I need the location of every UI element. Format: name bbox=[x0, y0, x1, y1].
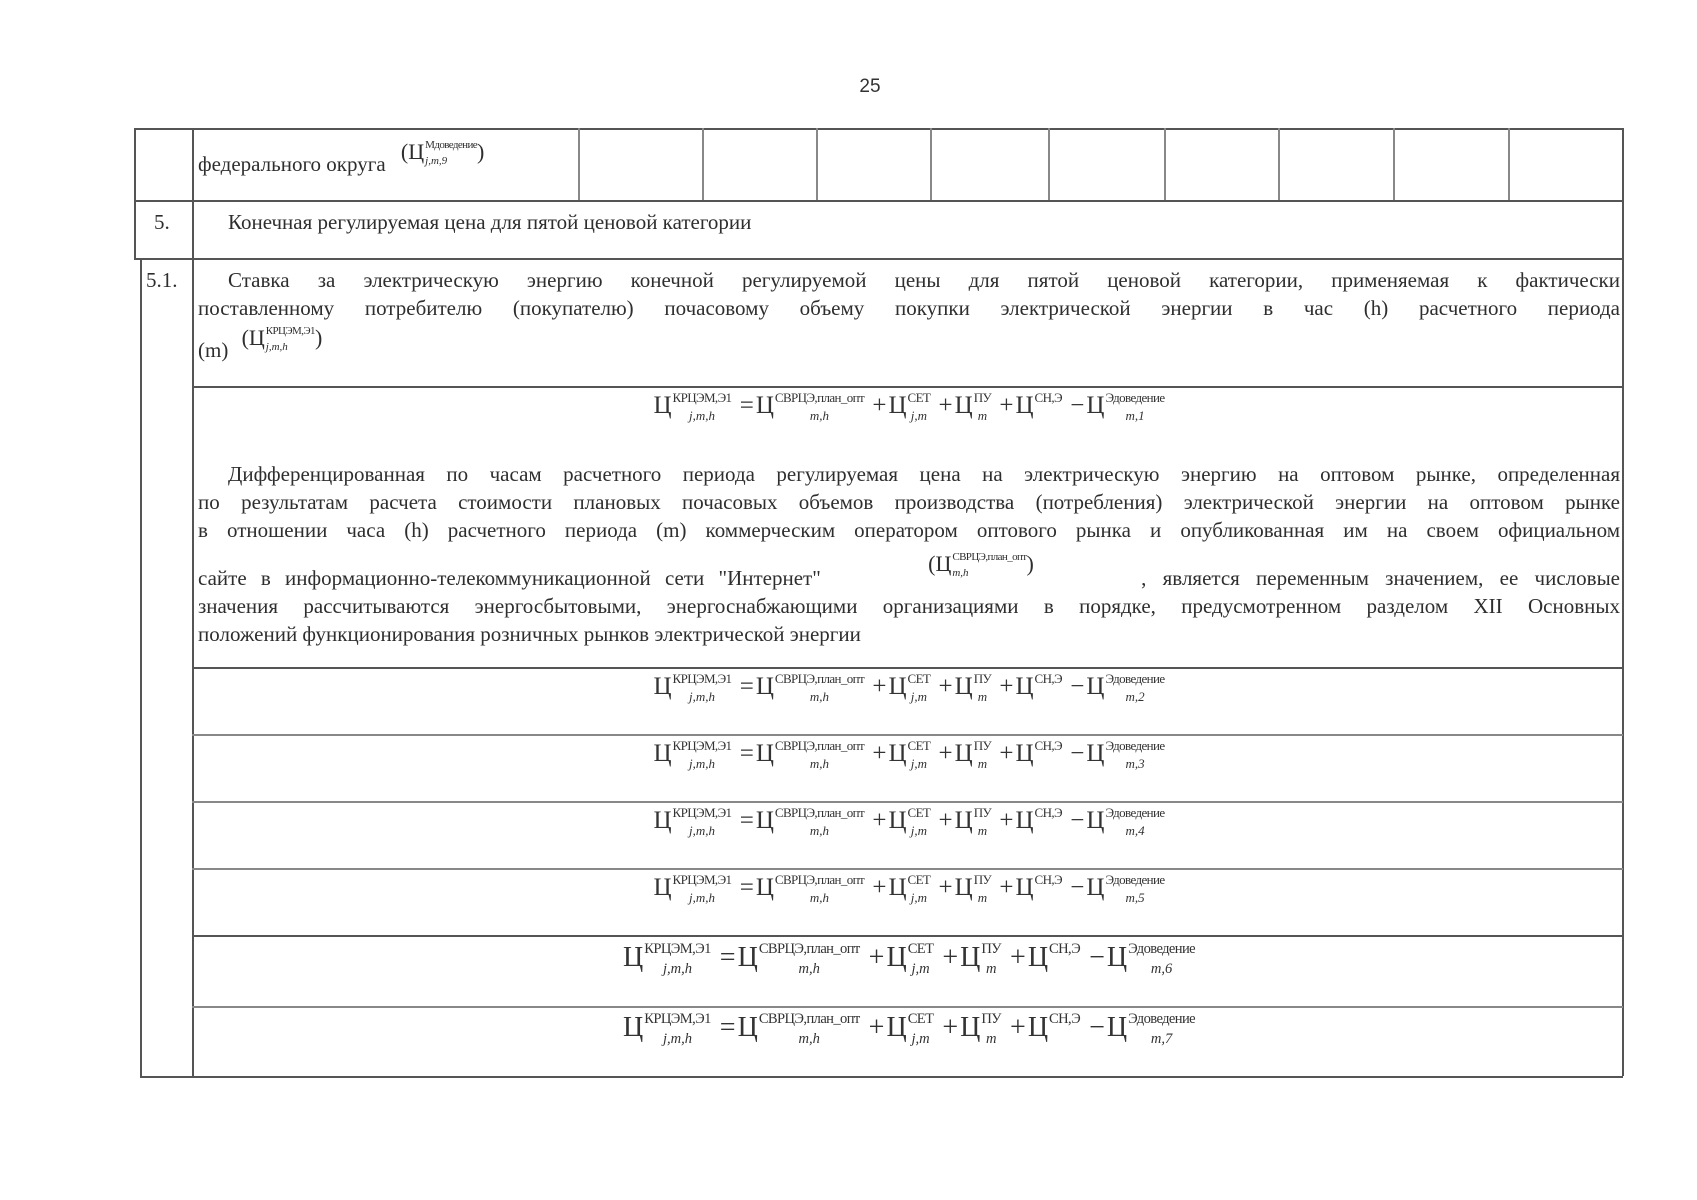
section-5-title: Конечная регулируемая цена для пятой ценовой категории bbox=[228, 210, 752, 234]
section-5-number: 5. bbox=[154, 210, 170, 234]
paragraph-line-5: значения рассчитываются энергосбытовыми, энергоснабжающими организациями в порядке, предусмотренном разделом XII Основных bbox=[198, 594, 1620, 618]
formula-4: Ц КРЦЭМ,Э1 j,m,h =Ц СВРЦЭ,план_опт m,h +Ц СЕТ j,m +Ц ПУ m +Ц СН,Э −Ц Эдоведение m,4 bbox=[653, 805, 1165, 839]
section-5-1-line-3 bbox=[198, 324, 323, 364]
paragraph-line-2: по результатам расчета стоимости плановых почасовых объемов производства (потребления) электрической энергии на оптовом рынке bbox=[198, 490, 1620, 514]
section-5-1-line-2: поставленному потребителю (покупателю) почасовому объему покупки электрической энергии в час (h) расчетного периода bbox=[198, 296, 1620, 320]
page-number: 25 bbox=[859, 76, 881, 97]
formula-7: Ц КРЦЭМ,Э1 j,m,h =Ц СВРЦЭ,план_опт m,h +Ц СЕТ j,m +Ц ПУ m +Ц СН,Э −Ц Эдоведение m,7 bbox=[623, 1011, 1195, 1047]
formula-3: Ц КРЦЭМ,Э1 j,m,h =Ц СВРЦЭ,план_опт m,h +Ц СЕТ j,m +Ц ПУ m +Ц СН,Э −Ц Эдоведение m,3 bbox=[653, 738, 1165, 772]
period-m-label: (m) bbox=[198, 338, 229, 362]
formula-5: Ц КРЦЭМ,Э1 j,m,h =Ц СВРЦЭ,план_опт m,h +Ц СЕТ j,m +Ц ПУ m +Ц СН,Э −Ц Эдоведение m,5 bbox=[653, 872, 1165, 906]
paragraph-line-3: в отношении часа (h) расчетного периода (m) коммерческим оператором оптового рынка и опубликованная им на своем официальном bbox=[198, 518, 1620, 542]
paragraph-line-1: Дифференцированная по часам расчетного периода регулируемая цена на электрическую энергию на оптовом рынке, определенная bbox=[228, 462, 1620, 486]
paragraph-line-6: положений функционирования розничных рынков электрической энергии bbox=[198, 622, 861, 646]
section-5-1-number: 5.1. bbox=[146, 268, 178, 292]
paragraph-line-4 bbox=[198, 550, 1620, 592]
federal-price-symbol: (Ц Мдоведение j,m,9 ) bbox=[400, 138, 485, 167]
wholesale-price-symbol: (Ц СВРЦЭ,план_опт m,h ) bbox=[928, 550, 1034, 579]
paragraph-line-4-end: , является переменным значением, ее числовые bbox=[1141, 566, 1620, 590]
section-5-1-line-1: Ставка за электрическую энергию конечной регулируемой цены для пятой ценовой категории, применяемая к фактически bbox=[228, 268, 1620, 292]
federal-district-label bbox=[198, 138, 485, 178]
formula-2: Ц КРЦЭМ,Э1 j,m,h =Ц СВРЦЭ,план_опт m,h +Ц СЕТ j,m +Ц ПУ m +Ц СН,Э −Ц Эдоведение m,2 bbox=[653, 671, 1165, 705]
final-price-symbol: (Ц КРЦЭМ,Э1 j,m,h ) bbox=[241, 324, 323, 353]
paragraph-line-4-start: сайте в информационно-телекоммуникационной сети "Интернет" bbox=[198, 566, 821, 590]
federal-district-text: федерального округа bbox=[198, 152, 386, 176]
formula-1: Ц КРЦЭМ,Э1 j,m,h =Ц СВРЦЭ,план_опт m,h +Ц СЕТ j,m +Ц ПУ m +Ц СН,Э −Ц Эдоведение m,1 bbox=[653, 390, 1165, 424]
formula-6: Ц КРЦЭМ,Э1 j,m,h =Ц СВРЦЭ,план_опт m,h +Ц СЕТ j,m +Ц ПУ m +Ц СН,Э −Ц Эдоведение m,6 bbox=[623, 941, 1195, 977]
